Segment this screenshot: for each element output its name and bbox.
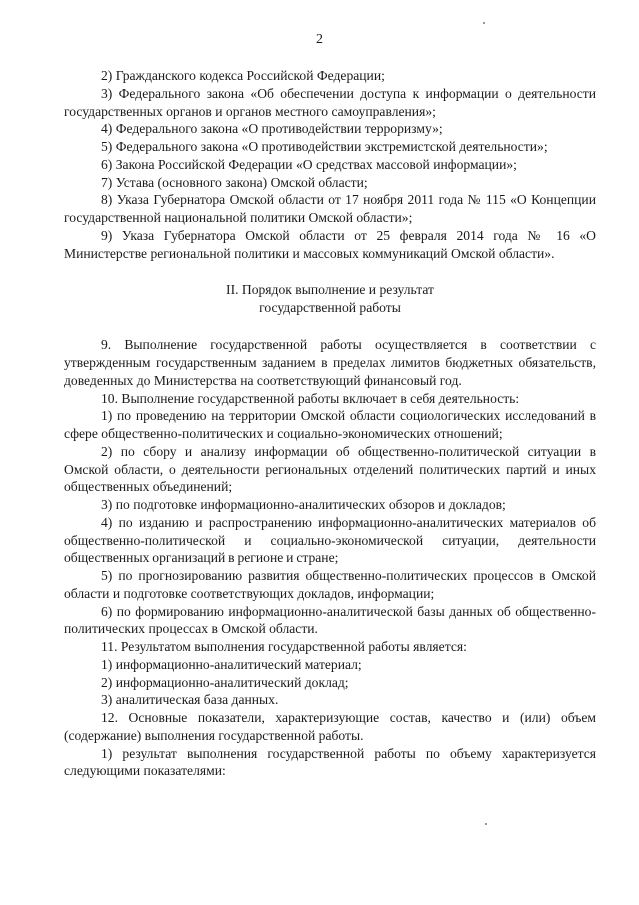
paragraph: 10. Выполнение государственной работы включает в себя деятельность: <box>101 390 520 406</box>
section-title-line: II. Порядок выполнение и результат <box>226 282 434 298</box>
paragraph: 4) по изданию и распространению информационно-аналитических материалов об общественно-политической и социально-экономической ситуации, деятельности общественных организаций в регионе и стране; <box>64 514 596 566</box>
paragraph: 2) по сбору и анализу информации об общественно-политической ситуации в Омской области, о деятельности региональных отделений политических партий и иных общественных объединений; <box>64 443 596 495</box>
list-item: 3) Федерального закона «Об обеспечении доступа к информации о деятельности государственных органов и органов местного самоуправления»; <box>64 85 596 119</box>
list-item: 2) Гражданского кодекса Российской Федерации; <box>101 68 385 83</box>
paragraph: 1) по проведению на территории Омской области социологических исследований в сфере общественно-политических и социально-экономических отношений; <box>64 408 596 441</box>
section-title-line: государственной работы <box>259 300 401 316</box>
list-item: 7) Устава (основного закона) Омской области; <box>101 174 368 190</box>
paragraph: 3) аналитическая база данных. <box>101 692 279 708</box>
scan-speck-top <box>483 22 485 24</box>
paragraph: 1) информационно-аналитический материал; <box>101 656 362 672</box>
list-item: 8) Указа Губернатора Омской области от 17 ноября 2011 года № 115 «О Концепции государственной национальной политики Омской области»; <box>64 192 596 225</box>
section-title <box>64 281 596 317</box>
paragraph: 3) по подготовке информационно-аналитических обзоров и докладов; <box>101 497 506 512</box>
scan-speck-bottom <box>485 823 487 825</box>
list-item: 5) Федерального закона «О противодействии экстремистской деятельности»; <box>101 139 548 154</box>
list-item: 6) Закона Российской Федерации «О средствах массовой информации»; <box>101 156 517 172</box>
paragraph: 6) по формированию информационно-аналитической базы данных об общественно-политических процессах в Омской области. <box>64 603 596 637</box>
paragraph: 1) результат выполнения государственной работы по объему характеризуется следующими показателями: <box>64 745 596 779</box>
paragraph: 9. Выполнение государственной работы осуществляется в соответствии с утвержденным государственным заданием в пределах лимитов бюджетных обязательств, доведенных до Министерства на соответствующий финансовый год. <box>64 337 596 388</box>
paragraph: 5) по прогнозированию развития общественно-политических процессов в Омской области и подготовке соответствующих докладов, информации; <box>64 568 596 601</box>
document-body <box>64 67 596 780</box>
page-number: 2 <box>316 32 323 47</box>
list-item: 4) Федерального закона «О противодействии терроризму»; <box>101 121 443 137</box>
paragraph: 2) информационно-аналитический доклад; <box>101 674 349 690</box>
list-item: 9) Указа Губернатора Омской области от 25 февраля 2014 года № 16 «О Министерстве региональной политики и массовых коммуникаций Омской области». <box>64 227 596 261</box>
paragraph: 12. Основные показатели, характеризующие состав, качество и (или) объем (содержание) выполнения государственной работы. <box>64 710 596 743</box>
paragraph: 11. Результатом выполнения государственной работы является: <box>101 639 467 654</box>
